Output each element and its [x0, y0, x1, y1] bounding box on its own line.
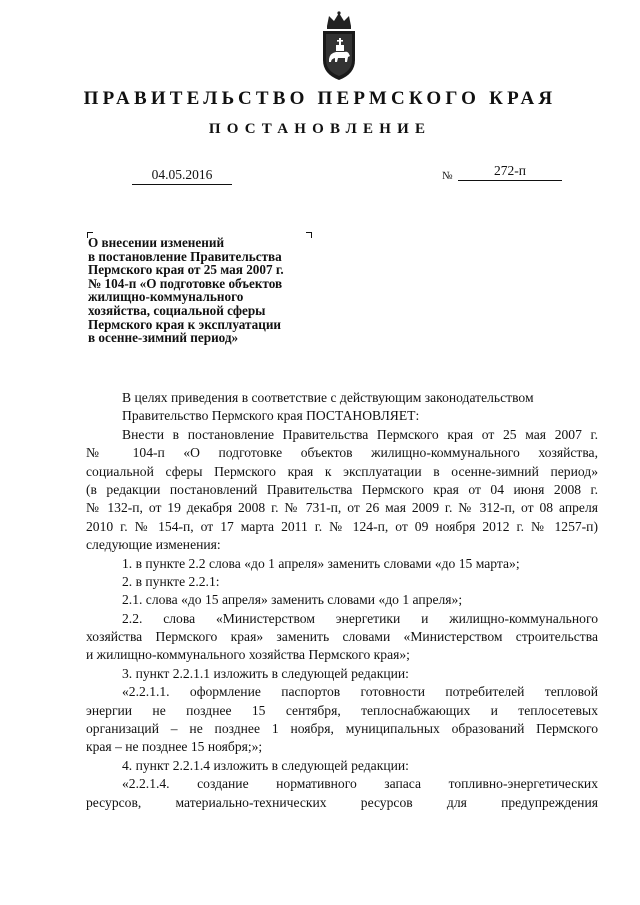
body-line: края – не позднее 15 ноября;»; — [86, 739, 263, 755]
subject-line: хозяйства, социальной сферы — [88, 302, 266, 318]
number-sign: № — [442, 170, 453, 182]
document-subject — [88, 236, 323, 345]
body-line: № 132-п, от 19 декабря 2008 г. № 731-п, от 26 мая 2009 г. № 312-п, от 08 апреля — [86, 500, 598, 516]
document-type: ПОСТАНОВЛЕНИЕ — [208, 121, 432, 137]
document-body — [86, 389, 598, 812]
body-line: «2.2.1.1. оформление паспортов готовности потребителей тепловой — [122, 684, 598, 700]
body-line: энергии не позднее 15 сентября, теплоснабжающих и теплосетевых — [86, 702, 598, 718]
body-line: следующие изменения: — [86, 537, 221, 553]
body-line: 2010 г. № 154-п, от 17 марта 2011 г. № 124-п, от 09 ноября 2012 г. № 1257-п) — [86, 518, 598, 534]
document-number: 272-п — [458, 163, 562, 181]
government-title: ПРАВИТЕЛЬСТВО ПЕРМСКОГО КРАЯ — [83, 88, 557, 109]
subject-line: жилищно-коммунального — [88, 289, 244, 305]
subject-line: № 104-п «О подготовке объектов — [88, 275, 283, 291]
body-line: 1. в пункте 2.2 слова «до 1 апреля» заменить словами «до 15 марта»; — [122, 555, 520, 571]
body-line: социальной сферы Пермского края к эксплуатации в осенне-зимний период» — [86, 463, 598, 479]
body-line: «2.2.1.4. создание нормативного запаса топливно-энергетических — [122, 776, 598, 792]
subject-line: Пермского края к эксплуатации — [88, 316, 282, 332]
body-line: № 104-п «О подготовке объектов жилищно-коммунального хозяйства, — [86, 445, 598, 461]
subject-line: О внесении изменений — [88, 235, 225, 250]
body-line: и жилищно-коммунального хозяйства Пермского края»; — [86, 647, 410, 663]
body-line: Внести в постановление Правительства Пермского края от 25 мая 2007 г. — [122, 426, 598, 442]
body-line: организаций – не позднее 1 ноября, муниципальных образований Пермского — [86, 721, 598, 737]
body-line: хозяйства Пермского края» заменить словами «Министерством строительства — [86, 629, 598, 645]
body-line: 2.2. слова «Министерством энергетики и жилищно-коммунального — [122, 610, 598, 626]
coat-of-arms-icon — [318, 10, 360, 82]
subject-line: в осенне-зимний период» — [88, 330, 239, 346]
body-line: В целях приведения в соответствие с действующим законодательством — [122, 390, 534, 405]
subject-line: Пермского края от 25 мая 2007 г. — [88, 262, 284, 278]
body-line: ресурсов, материально-технических ресурсов для предупреждения — [86, 794, 598, 810]
body-line: Правительство Пермского края ПОСТАНОВЛЯЕТ: — [122, 408, 420, 424]
body-line: 4. пункт 2.2.1.4 изложить в следующей редакции: — [122, 757, 409, 773]
subject-line: в постановление Правительства — [88, 248, 282, 264]
body-line: 3. пункт 2.2.1.1 изложить в следующей редакции: — [122, 665, 409, 681]
document-date: 04.05.2016 — [132, 167, 232, 185]
body-line: 2.1. слова «до 15 апреля» заменить словами «до 1 апреля»; — [122, 592, 463, 608]
body-line: (в редакции постановлений Правительства Пермского края от 04 июня 2008 г. — [86, 481, 598, 497]
body-line: 2. в пункте 2.2.1: — [122, 573, 220, 589]
